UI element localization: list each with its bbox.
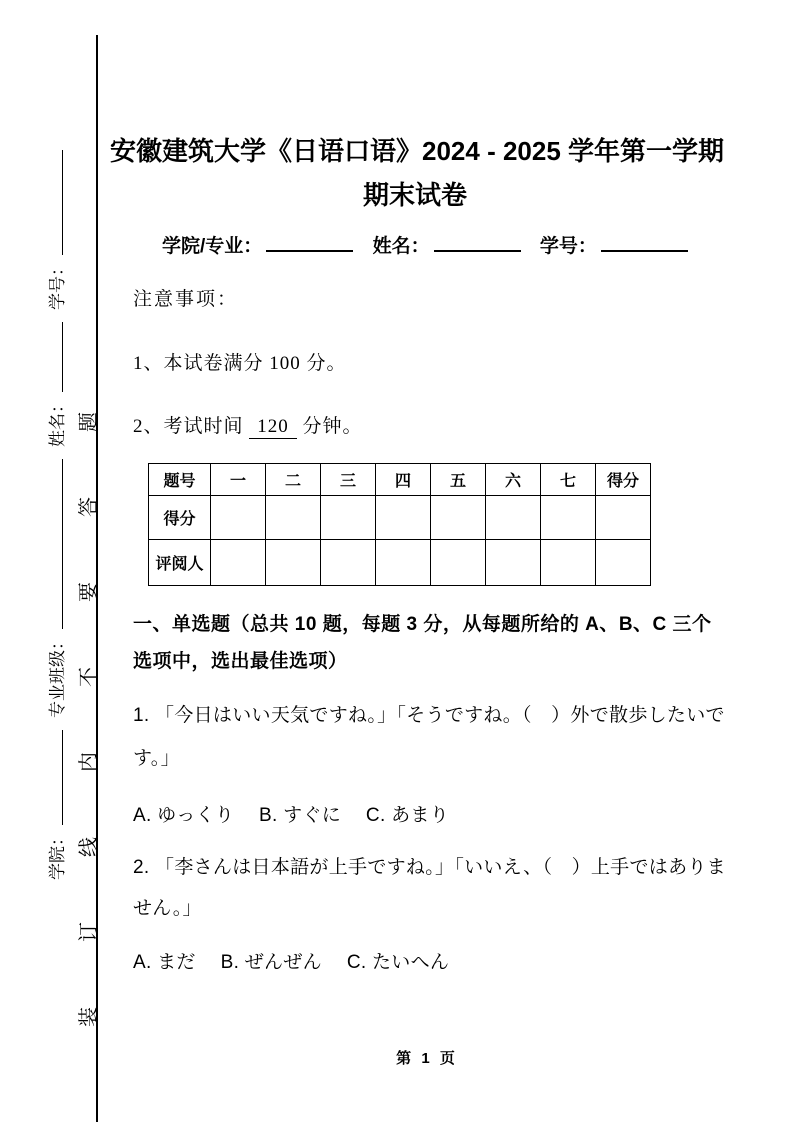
notice-heading: 注意事项：: [133, 289, 239, 310]
score-table-header-cell: 得分: [596, 464, 651, 496]
score-table-score-row: [149, 496, 651, 540]
question-1-text-line2: す。」: [133, 748, 180, 769]
score-table-header-cell: 五: [431, 464, 486, 496]
info-field-blank: [434, 237, 521, 252]
question-2-options: A. まだ B. ぜんぜん C. たいへん: [133, 952, 450, 973]
question-2-text-line2: せん。」: [133, 898, 202, 919]
score-cell: [266, 540, 321, 586]
score-cell: [431, 496, 486, 540]
question-1-text-line1: 1. 「今日はいい天気ですね。」「そうですね。（ ）外で散歩したいで: [133, 705, 725, 726]
info-field-college-major: [162, 236, 353, 257]
score-table-header-cell: 题号: [149, 464, 211, 496]
sidebar-field-blank: [49, 322, 63, 392]
student-info-column: [43, 115, 69, 915]
sidebar-field-name: [43, 322, 68, 447]
score-table-rater-row: [149, 540, 651, 586]
score-table: [148, 463, 651, 586]
exam-duration-value: 120: [249, 416, 297, 439]
notice-item-duration: [133, 411, 363, 439]
score-table-header-cell: 六: [486, 464, 541, 496]
score-row-label: 得分: [149, 496, 211, 540]
info-field-label: 学号：: [539, 236, 597, 257]
section-heading-line1: 一、单选题（总共 10 题，每题 3 分，从每题所给的 A、B、C 三个: [133, 614, 712, 635]
page-subtitle: 期末试卷: [362, 180, 467, 210]
score-row-label: 评阅人: [149, 540, 211, 586]
notice-item-duration-prefix: 2、考试时间: [133, 416, 244, 437]
info-field-label: 学院/专业：: [162, 236, 263, 257]
sidebar-field-blank: [49, 730, 63, 825]
info-field-blank: [266, 237, 353, 252]
page-footer: 第 1 页: [396, 1050, 458, 1067]
sidebar-field-blank: [49, 150, 63, 255]
info-field-student-id: [540, 236, 688, 257]
score-cell: [266, 496, 321, 540]
info-field-label: 姓名：: [372, 236, 430, 257]
score-cell: [541, 496, 596, 540]
sidebar-field-blank: [49, 459, 63, 629]
sidebar-field-label: 专业班级：: [48, 633, 67, 718]
question-1-options: A. ゆっくり B. すぐに C. あまり: [133, 805, 450, 826]
score-table-header-cell: 二: [266, 464, 321, 496]
score-table-header-cell: 四: [376, 464, 431, 496]
sidebar-field-college: [43, 730, 68, 880]
score-cell: [376, 496, 431, 540]
info-field-blank: [601, 237, 688, 252]
score-cell: [376, 540, 431, 586]
section-heading-line2: 选项中，选出最佳选项）: [133, 651, 348, 672]
sidebar-field-label: 学号：: [48, 259, 67, 310]
score-table-header-cell: 七: [541, 464, 596, 496]
sidebar-field-major-class: [43, 459, 68, 718]
score-cell: [486, 496, 541, 540]
question-2-text-line1: 2. 「李さんは日本語が上手ですね。」「いいえ、（ ）上手ではありま: [133, 857, 726, 878]
score-cell: [211, 496, 266, 540]
notice-item-total-score: 1、本试卷满分 100 分。: [133, 353, 347, 374]
score-cell: [596, 540, 651, 586]
score-table-header-row: [149, 464, 651, 496]
page-title: 安徽建筑大学《日语口语》2024 - 2025 学年第一学期: [110, 136, 725, 166]
score-table-header-cell: 一: [211, 464, 266, 496]
score-cell: [211, 540, 266, 586]
info-field-name: [373, 236, 521, 257]
sidebar-field-label: 学院：: [48, 829, 67, 880]
binding-text-column: 装订线内不要答题: [78, 347, 100, 1027]
score-cell: [431, 540, 486, 586]
score-cell: [541, 540, 596, 586]
score-cell: [486, 540, 541, 586]
sidebar-field-student-id: [43, 150, 68, 310]
notice-item-duration-suffix: 分钟。: [302, 416, 363, 437]
score-table-header-cell: 三: [321, 464, 376, 496]
score-cell: [596, 496, 651, 540]
score-cell: [321, 540, 376, 586]
score-cell: [321, 496, 376, 540]
student-info-line: [162, 231, 702, 258]
sidebar-field-label: 姓名：: [48, 396, 67, 447]
